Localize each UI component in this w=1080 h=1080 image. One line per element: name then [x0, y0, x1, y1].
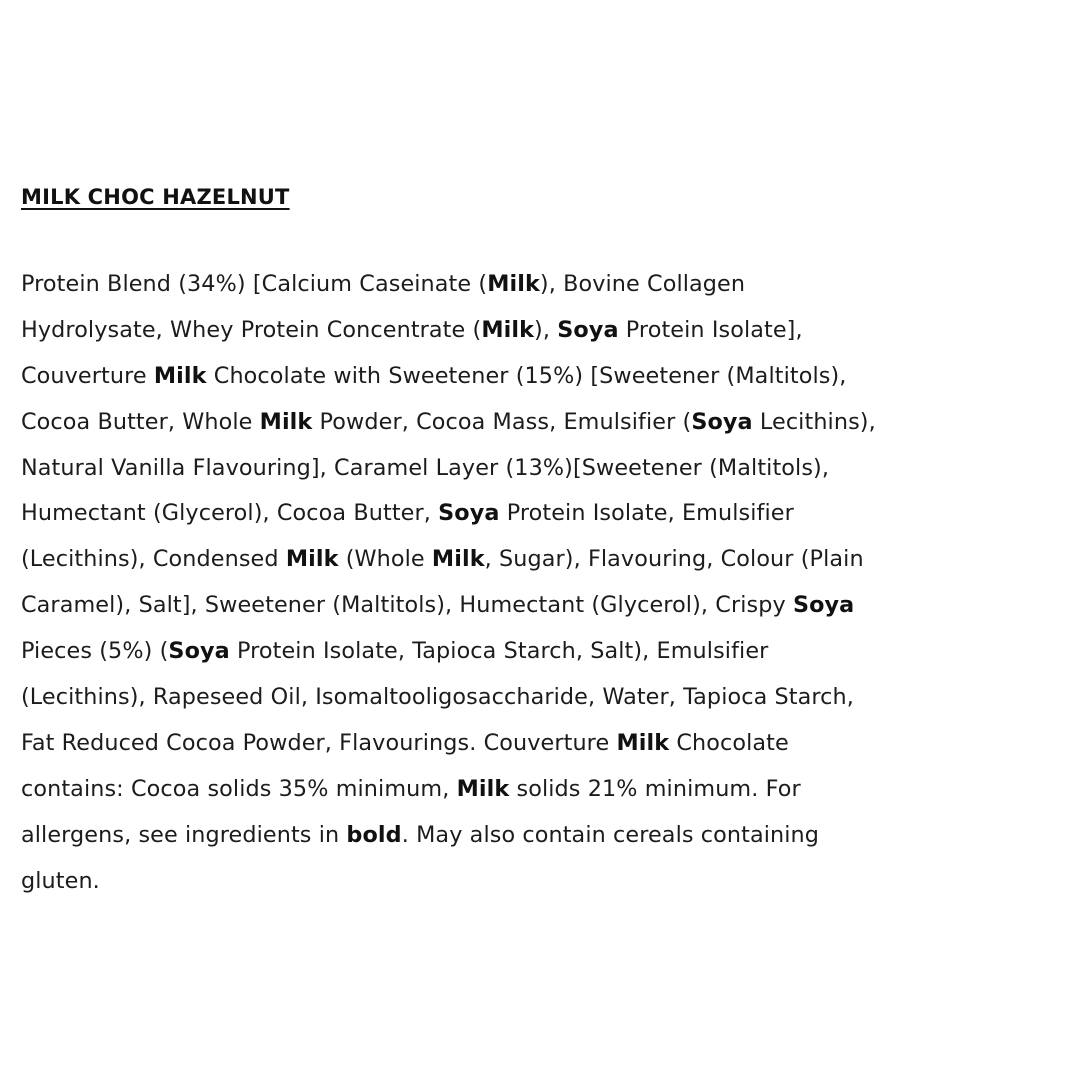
allergen-bold-text: Milk [431, 546, 485, 573]
ingredient-line [21, 357, 1061, 403]
ingredient-text: Caramel), Salt], Sweetener (Maltitols), Humectant (Glycerol), Crispy [21, 592, 793, 619]
ingredient-line [21, 862, 1061, 908]
ingredient-text: Cocoa Butter, Whole [21, 408, 260, 435]
allergen-bold-text: Soya [438, 500, 500, 527]
ingredient-text: Chocolate [669, 729, 789, 756]
ingredient-text: Couverture [21, 362, 154, 389]
ingredient-line [21, 403, 1061, 449]
ingredient-line [21, 678, 1061, 724]
allergen-bold-text: Soya [168, 638, 230, 665]
ingredient-text: Humectant (Glycerol), Cocoa Butter, [21, 500, 439, 527]
ingredient-line [21, 265, 1061, 311]
ingredient-text: (Lecithins), Rapeseed Oil, Isomaltooligosaccharide, Water, Tapioca Starch, [21, 684, 854, 711]
ingredients-text [21, 265, 1061, 907]
ingredient-line [21, 770, 1061, 816]
allergen-bold-text: Milk [481, 316, 535, 343]
ingredient-text: (Lecithins), Condensed [21, 546, 286, 573]
ingredient-text: solids 21% minimum. For [509, 775, 801, 802]
ingredient-text: contains: Cocoa solids 35% minimum, [21, 775, 457, 802]
ingredient-text: Protein Blend (34%) [Calcium Caseinate ( [21, 271, 488, 297]
ingredient-text: Protein Isolate, Emulsifier [499, 500, 794, 527]
ingredient-line [21, 449, 1061, 495]
ingredient-text: Powder, Cocoa Mass, Emulsifier ( [312, 408, 692, 435]
ingredient-line [21, 816, 1061, 862]
ingredient-text: Hydrolysate, Whey Protein Concentrate ( [21, 316, 482, 343]
ingredient-text: Lecithins), [752, 408, 876, 435]
allergen-bold-text: Soya [792, 592, 855, 619]
allergen-bold-text: Milk [616, 729, 670, 756]
ingredient-line [21, 724, 1061, 770]
ingredients-label-page [21, 0, 1061, 1080]
allergen-bold-text: Milk [259, 408, 313, 435]
ingredient-text: ), [534, 316, 558, 343]
ingredient-text: allergens, see ingredients in [21, 821, 347, 848]
allergen-bold-text: Milk [285, 546, 339, 573]
allergen-bold-text: Soya [691, 408, 753, 435]
allergen-bold-text: Milk [153, 362, 207, 389]
ingredient-text: Pieces (5%) ( [21, 638, 169, 665]
ingredient-text: Protein Isolate, Tapioca Starch, Salt), Emulsifier [229, 638, 769, 665]
ingredient-text: Fat Reduced Cocoa Powder, Flavourings. Couverture [21, 729, 617, 756]
allergen-bold-text: Milk [456, 775, 510, 802]
ingredient-text: ), Bovine Collagen [539, 271, 746, 297]
ingredient-text: . May also contain cereals containing [401, 821, 820, 848]
ingredient-text: Natural Vanilla Flavouring], Caramel Layer (13%)[Sweetener (Maltitols), [21, 454, 830, 481]
ingredient-line [21, 632, 1061, 678]
ingredient-line [21, 494, 1061, 540]
ingredient-text: Chocolate with Sweetener (15%) [Sweetener (Maltitols), [206, 362, 847, 389]
ingredient-text: Protein Isolate], [618, 316, 803, 343]
product-title: MILK CHOC HAZELNUT [21, 185, 290, 209]
ingredient-text: , Sugar), Flavouring, Colour (Plain [484, 546, 864, 573]
allergen-bold-text: Milk [487, 271, 540, 297]
ingredient-text: gluten. [21, 867, 100, 894]
allergen-bold-text: Soya [557, 316, 619, 343]
allergen-bold-text: bold [346, 821, 402, 848]
ingredient-line [21, 311, 1061, 357]
ingredient-text: (Whole [338, 546, 432, 573]
ingredient-line [21, 540, 1061, 586]
ingredient-line [21, 586, 1061, 632]
